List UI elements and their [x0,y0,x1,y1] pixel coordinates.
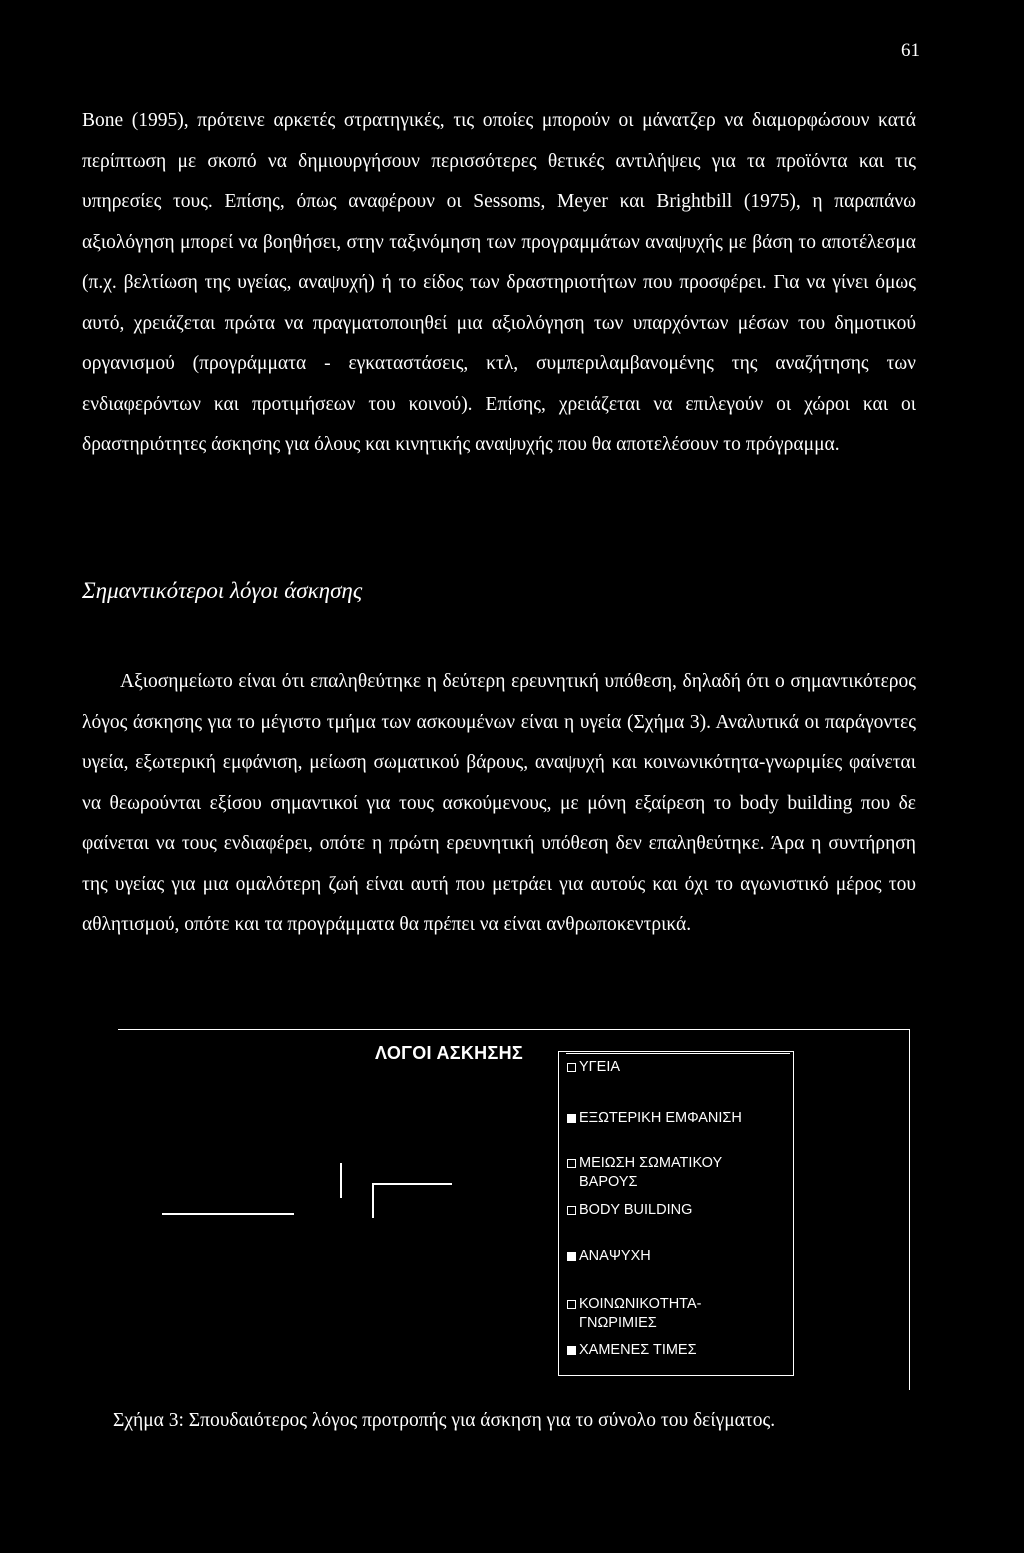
legend-label: ΜΕΙΩΣΗ ΣΩΜΑΤΙΚΟΥ ΒΑΡΟΥΣ [579,1155,723,1190]
body-paragraph-1: Bone (1995), πρότεινε αρκετές στρατηγικές, τις οποίες μπορούν οι μάνατζερ να διαμορφώσουν κατά περίπτωση με σκοπό να δημιουργήσουν περισσότερες θετικές αντιλήψεις για τα προϊόντα και τις υπηρεσίες τους. Επίσης, όπως αναφέρουν οι Sessoms, Meyer και Brightbill (1975), η παραπάνω αξιολόγηση μπορεί να βοηθήσει, στην ταξινόμηση των προγραμμάτων αναψυχής με βάση το αποτέλεσμα (π.χ. βελτίωση της υγείας, αναψυχή) ή το είδος των δραστηριοτήτων που προσφέρει. Για να γίνει όμως αυτό, χρειάζεται πρώτα να πραγματοποιηθεί μια αξιολόγηση των υπαρχόντων μέσων του δημοτικού οργανισμού (προγράμματα - εγκαταστάσεις, κτλ, συμπεριλαμβανομένης της αναζήτησης των ενδιαφερόντων και προτιμήσεων του κοινού). Επίσης, χρειάζεται να επιλεγούν οι χώροι και οι δραστηριότητες άσκησης για όλους και κινητικής αναψυχής που θα αποτελέσουν το πρόγραμμα. [82,110,916,455]
chart-title: ΛΟΓΟΙ ΑΣΚΗΣΗΣ [375,1043,523,1063]
plot-tick-vertical [340,1163,342,1198]
legend-swatch [567,1300,576,1309]
legend-label: ΑΝΑΨΥΧΗ [579,1248,651,1264]
legend-label: ΧΑΜΕΝΕΣ ΤΙΜΕΣ [579,1342,697,1358]
plot-bar-left-edge [372,1183,374,1218]
legend-item [567,1154,789,1192]
legend-label: ΥΓΕΙΑ [579,1059,621,1075]
legend-item [567,1109,789,1128]
legend-item [567,1295,789,1333]
chart-legend [558,1051,794,1376]
legend-label: BODY BUILDING [579,1202,693,1218]
plot-baseline-segment [162,1213,294,1215]
legend-swatch [567,1063,576,1072]
body-paragraph-2-text: Αξιοσημείωτο είναι ότι επαληθεύτηκε η δεύτερη ερευνητική υπόθεση, δηλαδή ότι ο σημαντικότερος λόγος άσκησης για το μέγιστο τμήμα των ασκουμένων είναι η υγεία (Σχήμα 3). Αναλυτικά οι παράγοντες υγεία, εξωτερική εμφάνιση, μείωση σωματικού βάρους, αναψυχή και κοινωνικότητα-γνωριμίες φαίνεται να θεωρούνται εξίσου σημαντικοί για τους ασκούμενους, με μόνη εξαίρεση το body building που δε φαίνεται να τους ενδιαφέρει, οπότε η πρώτη ερευνητική υπόθεση δεν επαληθεύτηκε. Άρα η συντήρηση της υγείας για μια ομαλότερη ζωή είναι αυτή που μετράει για αυτούς και όχι το αγωνιστικό μέρος του αθλητισμού, οπότε και τα προγράμματα θα πρέπει να είναι ανθρωποκεντρικά. [82,671,916,935]
legend-swatch [567,1346,576,1355]
legend-swatch [567,1252,576,1261]
legend-swatch [567,1114,576,1123]
plot-bar-top-edge [372,1183,452,1185]
legend-item [567,1341,789,1360]
legend-item [567,1201,789,1220]
legend-label: ΕΞΩΤΕΡΙΚΗ ΕΜΦΑΝΙΣΗ [579,1110,742,1126]
legend-label: ΚΟΙΝΩΝΙΚΟΤΗΤΑ- ΓΝΩΡΙΜΙΕΣ [579,1296,702,1331]
legend-item [567,1247,789,1266]
figure-caption: Σχήμα 3: Σπουδαιότερος λόγος προτροπής για άσκηση για το σύνολο του δείγματος. [113,1410,776,1431]
legend-item [567,1058,789,1077]
legend-swatch [567,1159,576,1168]
page-number: 61 [901,40,920,61]
legend-swatch [567,1206,576,1215]
body-paragraph-2 [82,662,916,946]
section-heading: Σημαντικότεροι λόγοι άσκησης [82,578,363,603]
